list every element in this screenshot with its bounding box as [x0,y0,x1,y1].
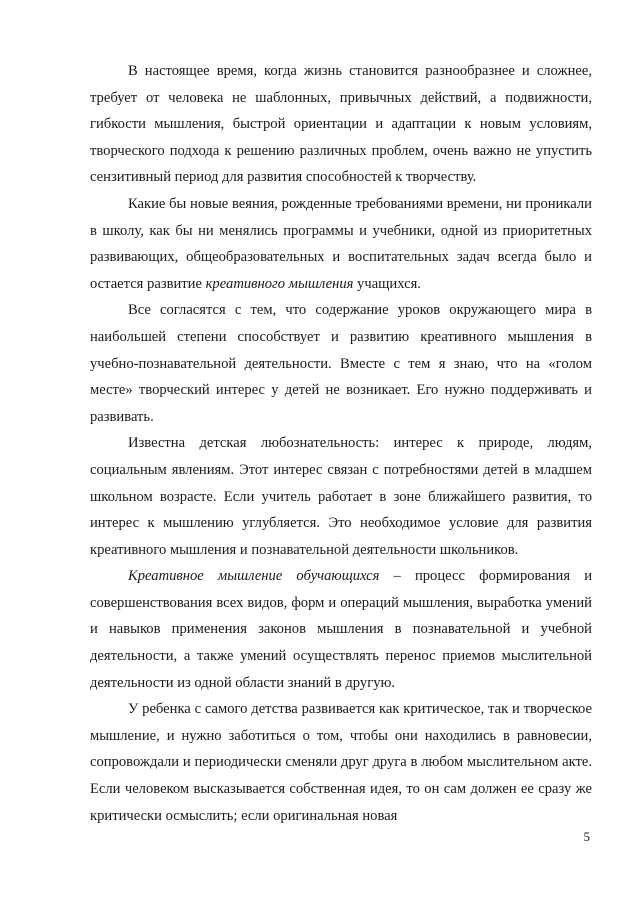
paragraph-text: – процесс формирования и совершенствования всех видов, форм и операций мышления, выработка умений и навыков применения законов мышления в познавательной и учебной деятельности, а также умений осуществлять перенос приемов мыслительной деятельности из одной области знаний в другую. [90,568,592,691]
paragraph-intro [90,58,592,191]
paragraph-critical-creative [90,696,592,829]
paragraph-text: Все согласятся с тем, что содержание уроков окружающего мира в наибольшей степени способствует и развитию креативного мышления в учебно-познавательной деятельности. Вместе с тем я знаю, что на «голом месте» творческий интерес у детей не возникает. Его нужно поддерживать и развивать. [90,302,592,425]
paragraph-text: Какие бы новые веяния, рожденные требованиями времени, ни проникали в школу, как бы ни менялись программы и учебники, одной из приоритетных развивающих, общеобразовательных и воспитательных задач всегда было и остается развитие [90,195,592,292]
paragraph-lessons [90,297,592,430]
italic-term: креативного мышления [205,275,354,292]
paragraph-text: учащихся. [353,275,421,292]
paragraph-definition [90,563,592,696]
paragraph-priorities [90,191,592,297]
page-number: 5 [583,829,590,844]
document-body [90,58,592,829]
paragraph-curiosity [90,430,592,563]
italic-term: Креативное мышление обучающихся [128,568,380,585]
paragraph-text: Известна детская любознательность: интерес к природе, людям, социальным явлениям. Этот интерес связан с потребностями детей в младшем школьном возрасте. Если учитель работает в зоне ближайшего развития, то интерес к мышлению углубляется. Это необходимое условие для развития креативного мышления и познавательной деятельности школьников. [90,435,592,558]
paragraph-text: У ребенка с самого детства развивается как критическое, так и творческое мышление, и нужно заботиться о том, чтобы они находились в равновесии, сопровождали и периодически сменяли друг друга в любом мыслительном акте. Если человеком высказывается собственная идея, то он сам должен ее сразу же критически осмыслить; если оригинальная новая [90,701,592,824]
paragraph-text: В настоящее время, когда жизнь становится разнообразнее и сложнее, требует от человека не шаблонных, привычных действий, а подвижности, гибкости мышления, быстрой ориентации и адаптации к новым условиям, творческого подхода к решению различных проблем, очень важно не упустить сензитивный период для развития способностей к творчеству. [90,63,592,186]
